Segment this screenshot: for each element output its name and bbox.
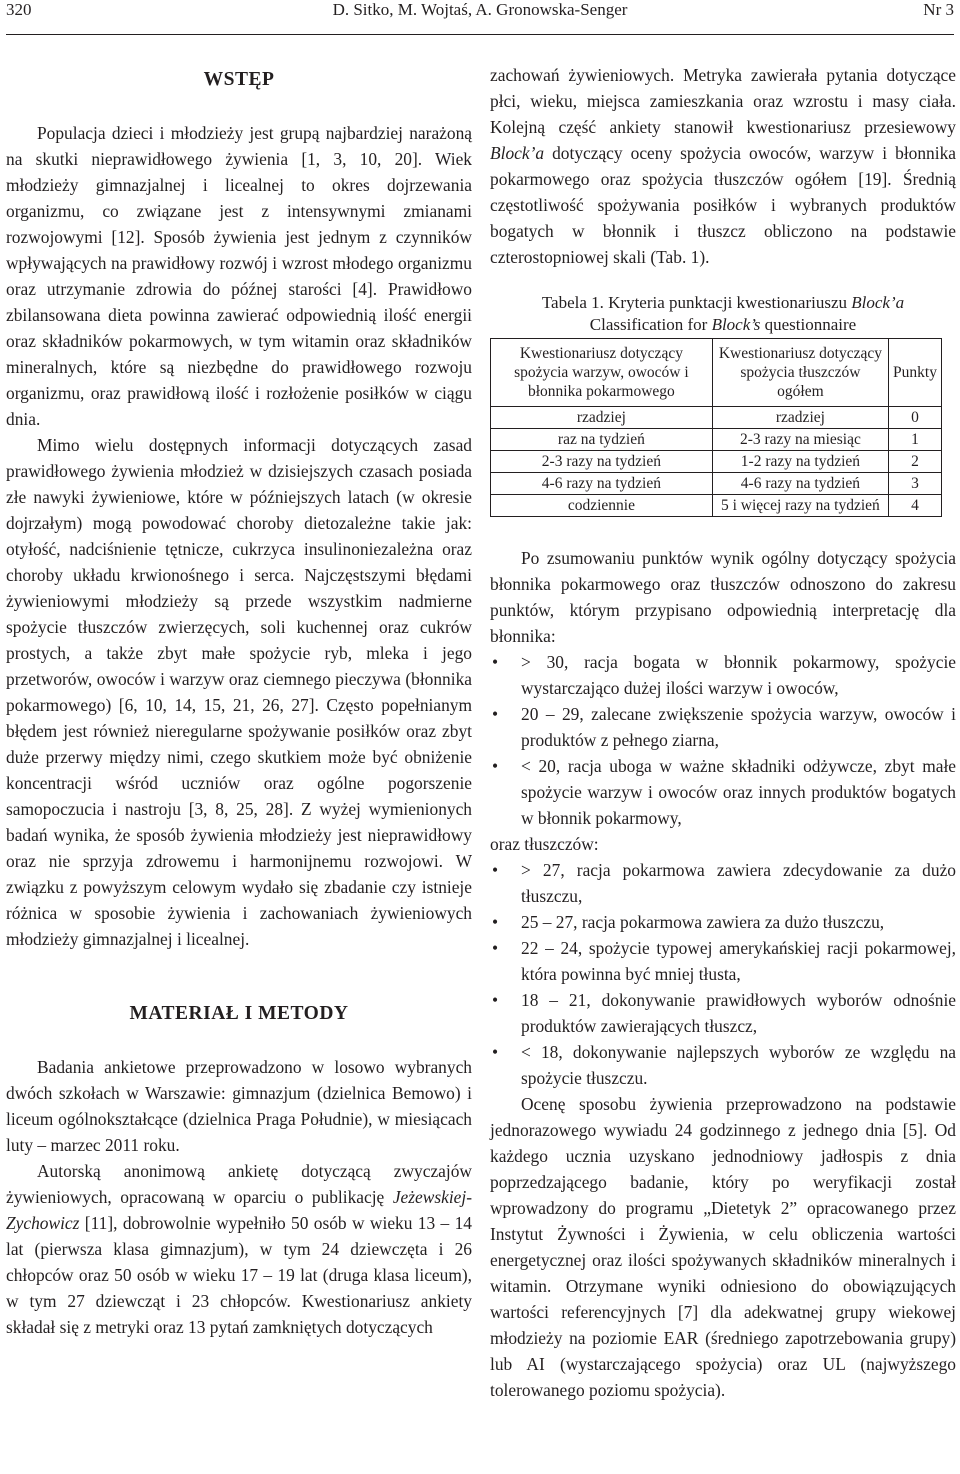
list-item: • 18 – 21, dokonywanie prawidłowych wyborów odnośnie produktów zawierających tłuszcz, — [490, 987, 956, 1039]
right-p1-text-a: zachowań żywieniowych. Metryka zawierała pytania dotyczące płci, wieku, miejsca zamieszkania oraz wzrostu i masy ciała. Kolejną część ankiety stanowił kwestionariusz przesiewowy — [490, 65, 956, 137]
table-cell: 2 — [889, 451, 942, 473]
section-title-wstep: WSTĘP — [203, 69, 275, 90]
table-cell: 0 — [889, 407, 942, 429]
right-column — [490, 62, 956, 1403]
table-caption-pl — [490, 292, 956, 314]
table-header-points: Punkty — [889, 339, 942, 407]
table-header-fat: Kwestionariusz dotyczący spożycia tłuszczów ogółem — [712, 339, 888, 407]
fat-intro: oraz tłuszczów: — [490, 834, 599, 854]
table-header-fiber: Kwestionariusz dotyczący spożycia warzyw, owoców i błonnika pokarmowego — [491, 339, 713, 407]
left-column — [6, 62, 472, 1340]
table-cell: raz na tydzień — [491, 429, 713, 451]
fat-list — [490, 857, 956, 1091]
table-header-row — [491, 339, 942, 407]
metody-p2-citation: Jeżewskiej-Zychowicz — [6, 1187, 472, 1233]
table-cell: rzadziej — [712, 407, 888, 429]
metody-p2-text-b: [11], dobrowolnie wypełniło 50 osób w wieku 13 – 14 lat (pierwsza klasa gimnazjum), w tym 24 dziewczęta i 26 chłopców oraz 50 osób w wieku 17 – 19 lat (druga klasa liceum), w tym 27 dziewcząt i 23 chłopców. Kwestionariusz ankiety składał się z metryki oraz 13 pytań zamkniętych dotyczących — [6, 1213, 472, 1337]
page-number: 320 — [6, 0, 32, 19]
list-item: • > 30, racja bogata w błonnik pokarmowy, spożycie wystarczająco dużej ilości warzyw i owoców, — [490, 649, 956, 701]
list-item: • < 18, dokonywanie najlepszych wyborów ze względu na spożycie tłuszczu. — [490, 1039, 956, 1091]
right-p1-text-b: dotyczący oceny spożycia owoców, warzyw i błonnika pokarmowego oraz spożycia tłuszczów ogółem [19]. Średnią częstotliwość spożywania posiłków i wybranych produktów bogatych w błonnik i tłuszcz obliczono na podstawie czterostopniowej skali (Tab. 1). — [490, 143, 956, 267]
issue-number: Nr 3 — [923, 0, 954, 19]
table-caption-en — [490, 314, 956, 336]
scoring-table — [490, 338, 942, 517]
page-header — [6, 0, 954, 22]
table-row — [491, 473, 942, 495]
header-rule — [6, 34, 954, 35]
table-cell: 4-6 razy na tydzień — [491, 473, 713, 495]
right-paragraph-3: Ocenę sposobu żywienia przeprowadzono na podstawie jednorazowego wywiadu 24 godzinnego z jednego dnia [5]. Od każdego ucznia uzyskano jednodniowy jadłospis z dnia poprzedzającego badanie, który po weryfikacji został wprowadzony do programu „Dietetyk 2” opracowanego przez Instytut Żywności i Żywienia, w celu obliczenia wartości energetycznej oraz ilości spożywanych składników mineralnych i witamin. Otrzymane wyniki odniesiono do obowiązujących wartości referencyjnych [7] dla adekwatnej grupy wiekowej młodzieży na poziomie EAR (średniego zapotrzebowania grupy) lub AI (wystarczającego spożycia) oraz UL (najwyższego tolerowanego poziomu spożycia). — [490, 1094, 956, 1400]
table-caption-pl-text: Tabela 1. Kryteria punktacji kwestionariuszu — [541, 293, 852, 312]
wstep-paragraph-1: Populacja dzieci i młodzieży jest grupą najbardziej narażoną na skutki nieprawidłowego żywienia [1, 3, 10, 20]. Wiek młodzieży gimnazjalnej i licealnej to okres dojrzewania organizmu, co związane jest z intensywnymi zmianami rozwojowymi [12]. Sposób żywienia jest jednym z czynników wpływających na prawidłowy rozwój i wzrost młodego organizmu oraz utrzymanie zdrowia do późnej starości [4]. Prawidłowo zbilansowana dieta powinna zawierać odpowiednią ilość energii oraz składników pokarmowych, w tym witamin oraz składników mineralnych, które są niezbędne do prawidłowego rozwoju organizmu, oraz prawidłową ilość i rozłożenie posiłków w ciągu dnia. — [6, 123, 472, 429]
section-title-metody: MATERIAŁ I METODY — [129, 1003, 349, 1024]
table-caption-pl-italic: Block’a — [851, 293, 905, 312]
right-paragraph-2: Po zsumowaniu punktów wynik ogólny dotyczący spożycia błonnika pokarmowego oraz tłuszczów odnoszono do zakresu punktów, którym przypisano odpowiednią interpretację dla błonnika: — [490, 548, 956, 646]
list-item: • 22 – 24, spożycie typowej amerykańskiej racji pokarmowej, która powinna być mniej tłusta, — [490, 935, 956, 987]
table-cell: codziennie — [491, 495, 713, 517]
table-cell: 4-6 razy na tydzień — [712, 473, 888, 495]
metody-paragraph-1: Badania ankietowe przeprowadzono w losowo wybranych dwóch szkołach w Warszawie: gimnazjum (dzielnica Bemowo) i liceum ogólnokształcące (dzielnica Praga Południe), w miesiącach luty – marzec 2011 roku. — [6, 1057, 472, 1155]
table-cell: 5 i więcej razy na tydzień — [712, 495, 888, 517]
list-item: • < 20, racja uboga w ważne składniki odżywcze, zbyt małe spożycie warzyw i owoców oraz innych produktów bogatych w błonnik pokarmowy, — [490, 753, 956, 831]
table-caption-en-italic: Block’s — [711, 315, 761, 334]
list-item: • > 27, racja pokarmowa zawiera zdecydowanie za dużo tłuszczu, — [490, 857, 956, 909]
running-authors: D. Sitko, M. Wojtaś, A. Gronowska-Senger — [332, 0, 628, 19]
metody-paragraph-2 — [6, 1158, 472, 1340]
list-item: • 25 – 27, racja pokarmowa zawiera za dużo tłuszczu, — [490, 909, 956, 935]
right-p1-block: Block’a — [490, 143, 545, 163]
right-paragraph-1 — [490, 62, 956, 270]
table-row — [491, 429, 942, 451]
list-item: • 20 – 29, zalecane zwiększenie spożycia warzyw, owoców i produktów z pełnego ziarna, — [490, 701, 956, 753]
table-row — [491, 451, 942, 473]
wstep-paragraph-2: Mimo wielu dostępnych informacji dotyczących zasad prawidłowego żywienia młodzież w dzisiejszych czasach posiada złe nawyki żywieniowe, które w późniejszych latach (w okresie dojrzałym) mogą powodować choroby dietozależne takie jak: otyłość, nadciśnienie tętnicze, cukrzyca insulinoniezależna oraz choroby układu krwionośnego i serca. Najczęstszymi błędami żywieniowymi młodzieży są przede wszystkim nadmierne spożycie tłuszczów zwierzęcych, soli kuchennej oraz cukrów prostych, a także zbyt małe spożycie ryb, mleka i jego przetworów, owoców i warzyw oraz ciemnego pieczywa (błonnika pokarmowego) [6, 10, 14, 15, 21, 26, 27]. Często popełnianym błędem jest również nieregularne spożywanie posiłków oraz zbyt duże przerwy między nimi, czego skutkiem może być obniżenie koncentracji wśród uczniów oraz ogólne pogorszenie samopoczucia i nastroju [3, 8, 25, 28]. Z wyżej wymienionych badań wynika, że sposób żywienia młodzieży jest nieprawidłowy oraz nie sprzyja zdrowemu i harmonijnemu rozwojowi. W związku z powyższym celowym wydało się zbadanie czy istnieje różnica w sposobie żywienia i zachowaniach żywieniowych młodzieży gimnazjalnej i licealnej. — [6, 435, 472, 949]
table-row — [491, 407, 942, 429]
table-cell: 4 — [889, 495, 942, 517]
table-cell: 1-2 razy na tydzień — [712, 451, 888, 473]
table-caption-en-text-a: Classification for — [589, 315, 712, 334]
metody-p2-text-a: Autorską anonimową ankietę dotyczącą zwyczajów żywieniowych, opracowaną w oparciu o publikację — [6, 1161, 472, 1207]
table-caption-en-text-b: questionnaire — [760, 315, 857, 334]
table-cell: rzadziej — [491, 407, 713, 429]
table-caption — [490, 292, 956, 336]
fiber-list — [490, 649, 956, 831]
table-cell: 1 — [889, 429, 942, 451]
table-cell: 2-3 razy na miesiąc — [712, 429, 888, 451]
table-cell: 2-3 razy na tydzień — [491, 451, 713, 473]
table-row — [491, 495, 942, 517]
table-cell: 3 — [889, 473, 942, 495]
